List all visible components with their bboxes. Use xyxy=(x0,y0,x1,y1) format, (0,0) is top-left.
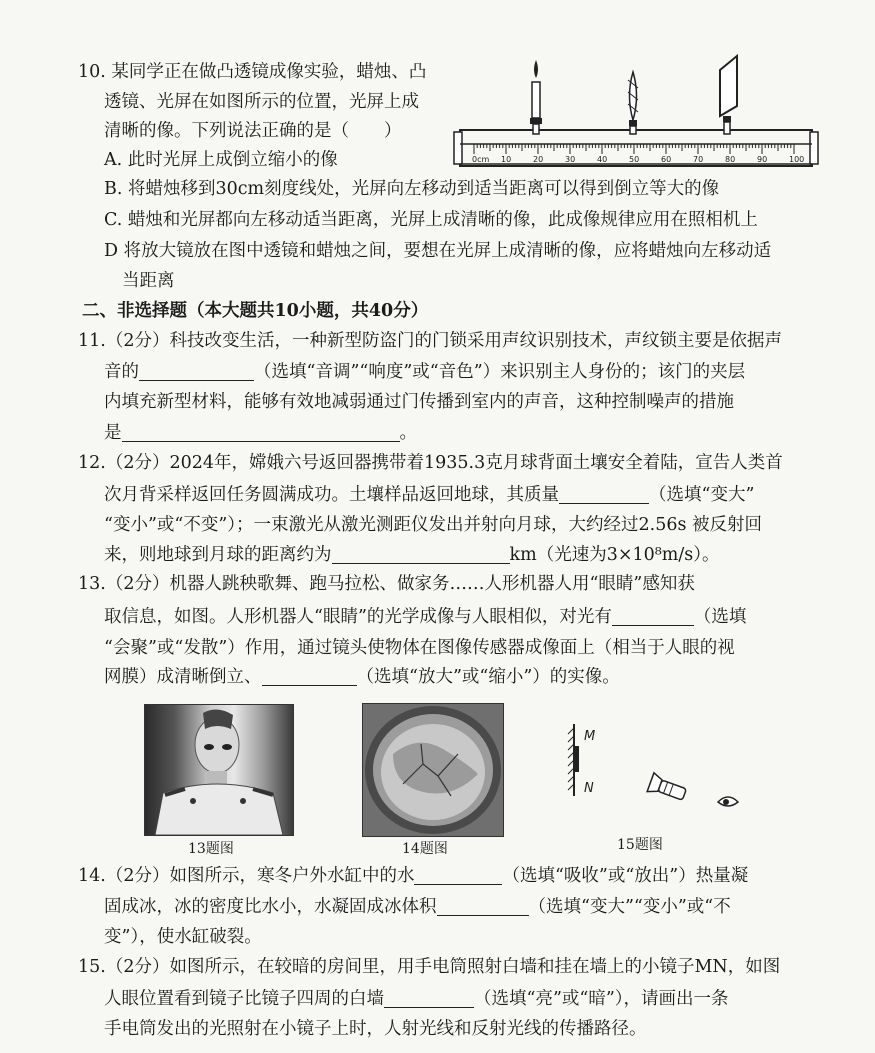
q10-line1: 10. 某同学正在做凸透镜成像实验，蜡烛、凸 xyxy=(78,62,427,82)
q11-line2: 音的 （选填“音调”“响度”或“音色”）来识别主人身份的；该门的夹层 xyxy=(104,355,745,389)
section-2-heading: 二、非选择题（本大题共10小题，共40分） xyxy=(82,301,429,321)
q11-line1: 11.（2分）科技改变生活，一种新型防盗门的门锁采用声纹识别技术，声纹锁主要是依据声 xyxy=(78,331,782,351)
ruler-label: 50 xyxy=(629,155,640,164)
q12-line1: 12.（2分）2024年，嫦娥六号返回器携带着1935.3克月球背面土壤安全着陆，宣告人类首 xyxy=(78,453,783,473)
q12-blank-2[interactable] xyxy=(332,541,510,564)
convex-lens xyxy=(628,72,638,134)
ruler-label: 70 xyxy=(693,155,704,164)
q13-line2: 取信息，如图。人形机器人“眼睛”的光学成像与人眼相似，对光有 （选填 xyxy=(104,600,746,634)
candle xyxy=(530,60,542,134)
q10-option-d-line1: D 将放大镜放在图中透镜和蜡烛之间，要想在光屏上成清晰的像，应将蜡烛向左移动适 xyxy=(104,241,772,261)
ruler-label: 10 xyxy=(501,155,512,164)
q13-line3: “会聚”或“发散”）作用，通过镜头使物体在图像传感器成像面上（相当于人眼的视 xyxy=(104,638,735,658)
q12-blank-1[interactable] xyxy=(559,481,649,504)
q11-line3: 内填充新型材料，能够有效地减弱通过门传播到室内的声音，这种控制噪声的措施 xyxy=(104,392,734,412)
ruler-label: 90 xyxy=(757,155,768,164)
small-mirror xyxy=(574,746,579,772)
q10-option-b: B. 将蜡烛移到30cm刻度线处，光屏向左移动到适当距离可以得到倒立等大的像 xyxy=(104,179,720,199)
q15-blank-1[interactable] xyxy=(384,985,474,1008)
figure-13-robot-photo xyxy=(144,704,294,836)
q11-line4: 是 。 xyxy=(104,416,417,450)
q10-line2: 透镜、光屏在如图所示的位置，光屏上成 xyxy=(104,92,419,112)
robot-figure xyxy=(145,705,293,835)
eye-icon xyxy=(718,797,738,806)
q15-line2: 人眼位置看到镜子比镜子四周的白墙 （选填“亮”或“暗”），请画出一条 xyxy=(104,982,729,1016)
q10-option-a: A. 此时光屏上成倒立缩小的像 xyxy=(104,150,338,170)
mirror-label-n: N xyxy=(584,781,594,796)
figure-15-caption: 15题图 xyxy=(617,837,663,853)
q14-line2: 固成冰，冰的密度比水小，水凝固成冰体积 （选填“变大”“变小”或“不 xyxy=(104,890,731,924)
q14-line1: 14.（2分）如图所示，寒冬户外水缸中的水 （选填“吸收”或“放出”）热量凝 xyxy=(78,859,748,893)
q13-blank-2[interactable] xyxy=(262,663,357,686)
q10-option-d-line2: 当距离 xyxy=(122,271,175,291)
q15-line3: 手电筒发出的光照射在小镜子上时，人射光线和反射光线的传播路径。 xyxy=(104,1019,647,1039)
ruler-label: 80 xyxy=(725,155,736,164)
figure-14-water-vat-photo xyxy=(362,703,504,837)
q13-line4: 网膜）成清晰倒立、 （选填“放大”或“缩小”）的实像。 xyxy=(104,660,620,694)
ruler-label: 40 xyxy=(597,155,608,164)
figure-13-caption: 13题图 xyxy=(188,841,234,857)
ruler-label: 60 xyxy=(661,155,672,164)
optical-bench-figure xyxy=(440,52,825,174)
ruler-label: 30 xyxy=(565,155,576,164)
q14-blank-1[interactable] xyxy=(414,862,502,885)
q12-line3: “变小”或“不变”）；一束激光从激光测距仪发出并射向月球，大约经过2.56s 被反射回 xyxy=(104,515,763,535)
ruler-label: 100 xyxy=(789,155,805,164)
q10-line3: 清晰的像。下列说法正确的是（ ） xyxy=(104,121,402,141)
flashlight-icon xyxy=(647,773,688,804)
q11-blank-1[interactable] xyxy=(139,358,254,381)
ruler-label: 0cm xyxy=(472,155,490,164)
q12-line4: 来，则地球到月球的距离约为 km（光速为3×10⁸m/s）。 xyxy=(104,538,720,572)
q11-blank-2[interactable] xyxy=(122,419,400,442)
ruler-label: 20 xyxy=(533,155,544,164)
mirror-label-m: M xyxy=(584,729,596,744)
q15-line1: 15.（2分）如图所示，在较暗的房间里，用手电筒照射白墙和挂在墙上的小镜子MN，如图 xyxy=(78,957,781,977)
q10-option-c: C. 蜡烛和光屏都向左移动适当距离，光屏上成清晰的像，此成像规律应用在照相机上 xyxy=(104,210,758,230)
q13-line1: 13.（2分）机器人跳秧歌舞、跑马拉松、做家务……人形机器人用“眼睛”感知获 xyxy=(78,574,695,594)
q13-blank-1[interactable] xyxy=(612,603,694,626)
light-screen xyxy=(720,56,737,134)
q12-line2: 次月背采样返回任务圆满成功。土壤样品返回地球，其质量 （选填“变大” xyxy=(104,478,754,512)
q14-line3: 变”），使水缸破裂。 xyxy=(104,927,262,947)
q14-blank-2[interactable] xyxy=(437,893,529,916)
figure-14-caption: 14题图 xyxy=(402,841,448,857)
cracked-vat-figure xyxy=(363,704,503,836)
figure-15-mirror-diagram xyxy=(560,720,750,820)
